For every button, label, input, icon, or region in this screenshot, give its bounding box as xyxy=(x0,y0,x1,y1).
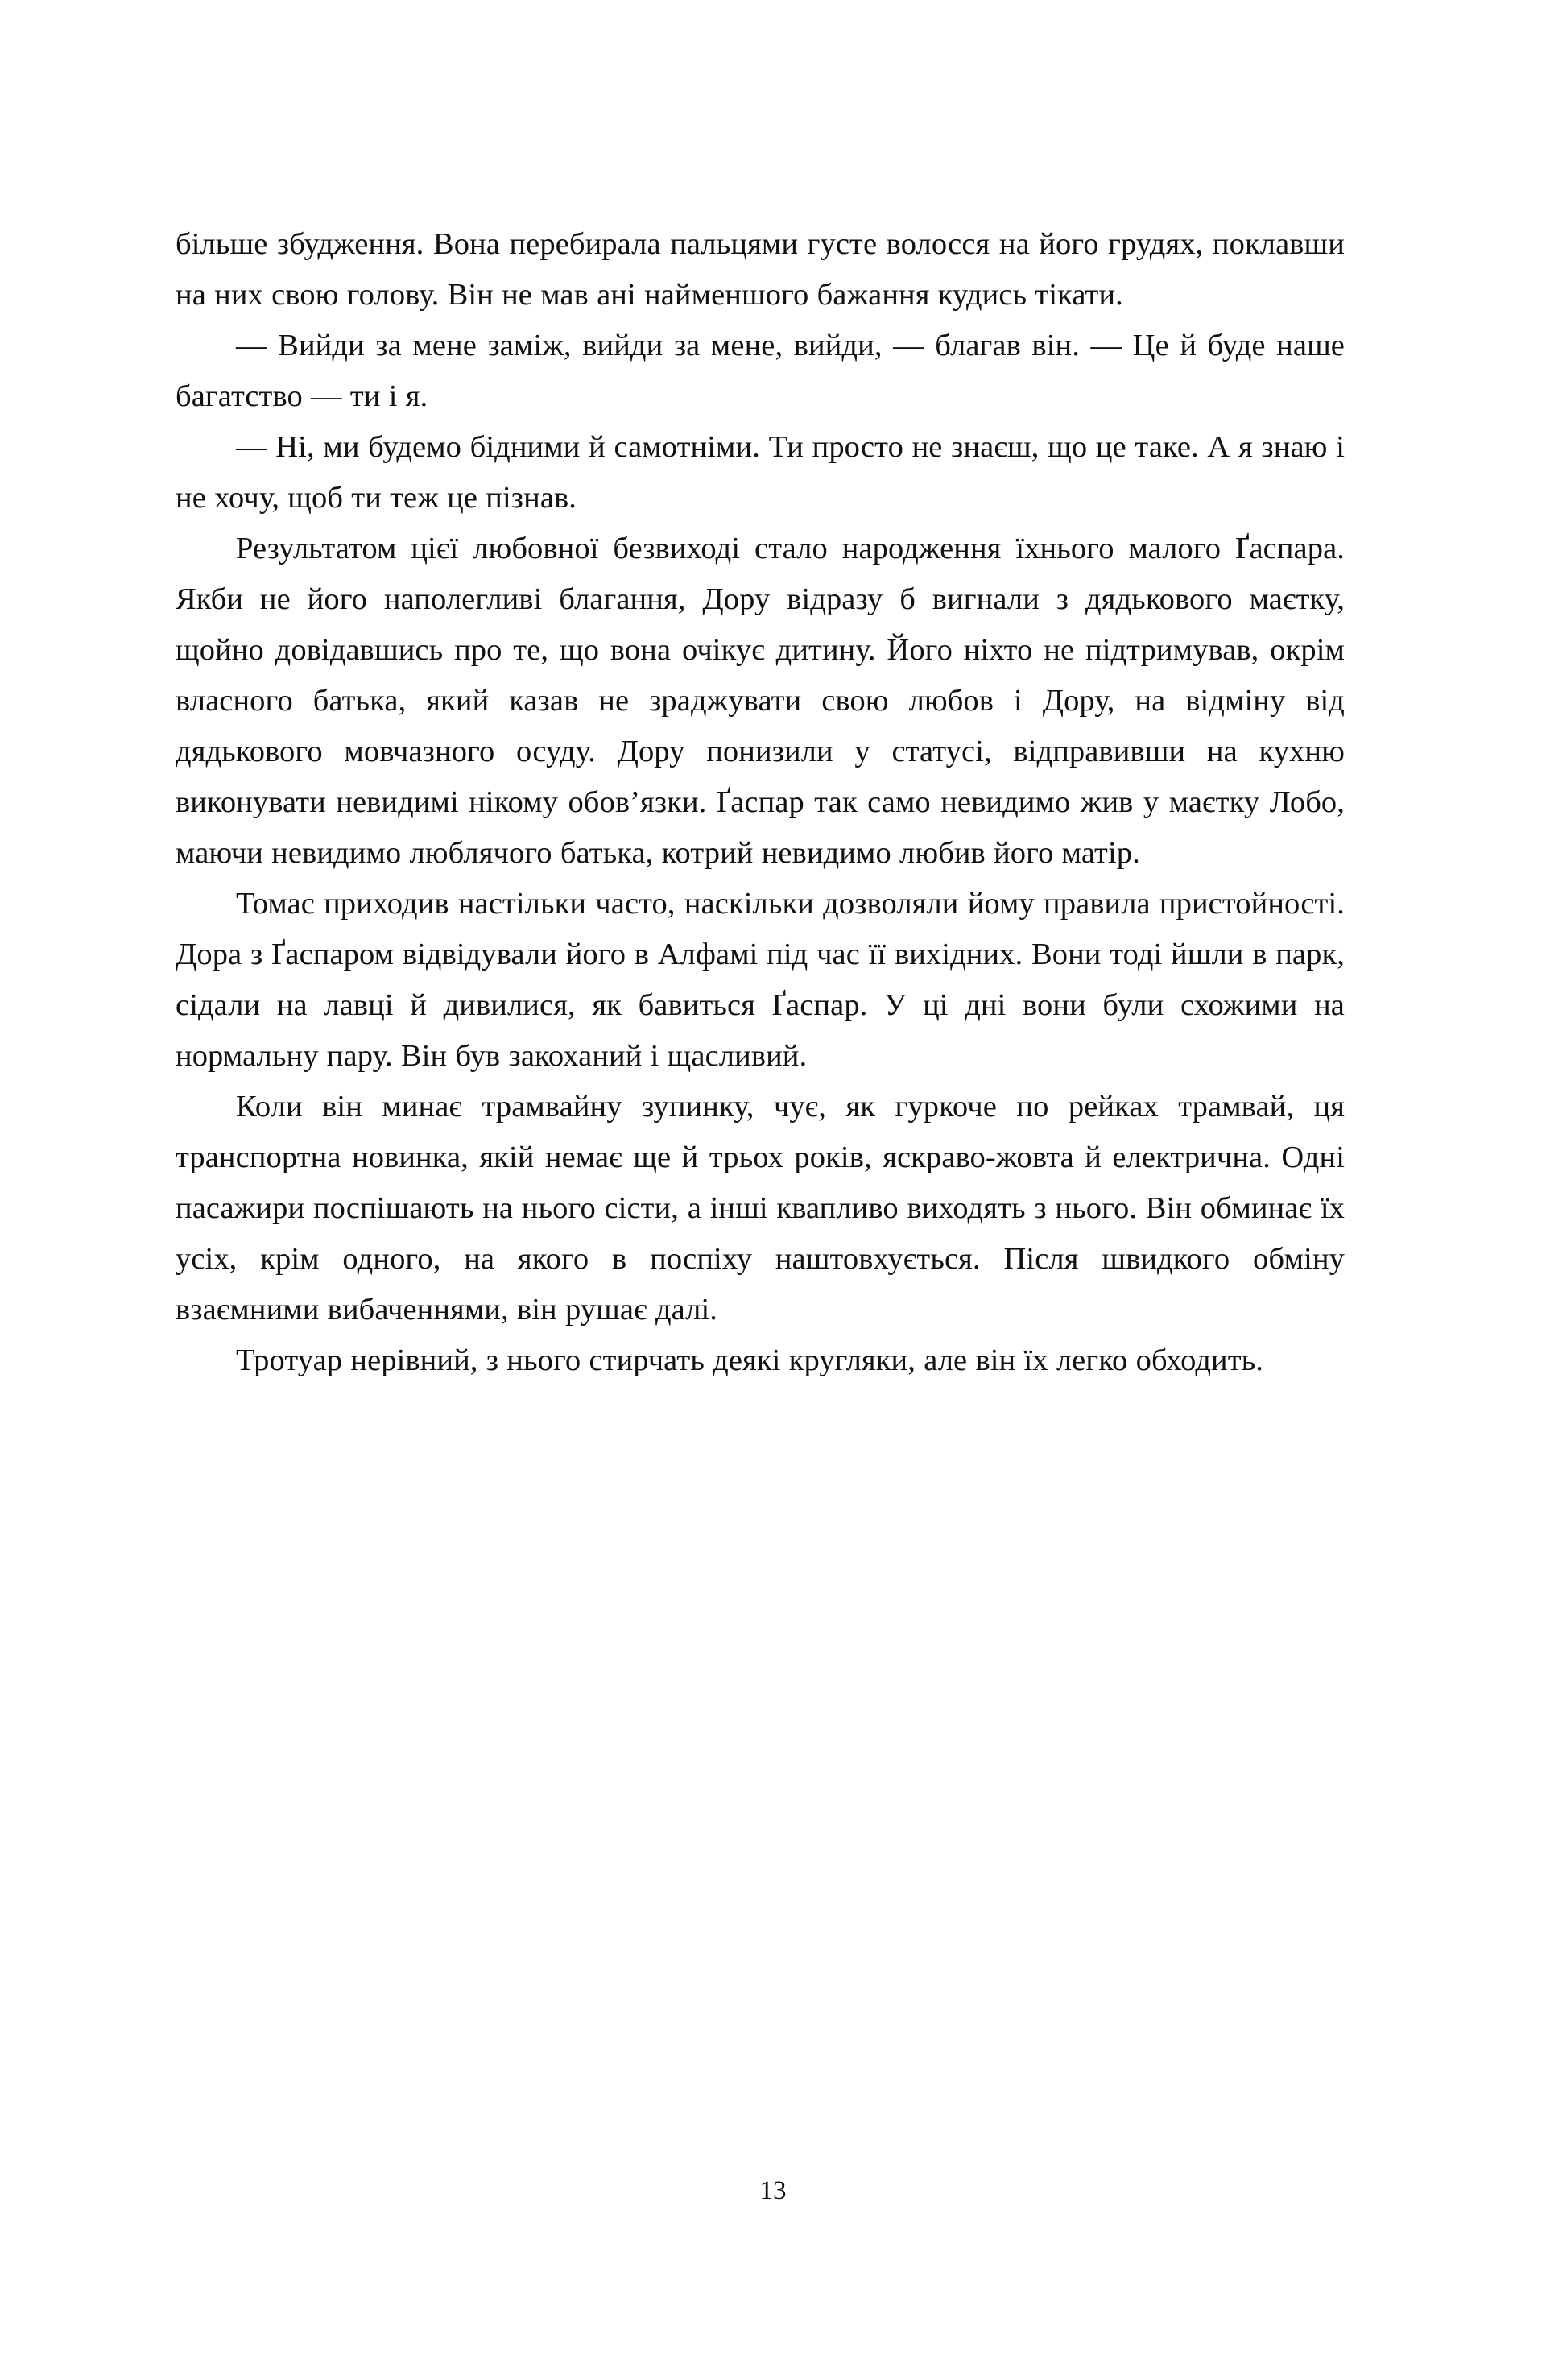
paragraph-3: — Ні, ми будемо бідними й самотніми. Ти просто не знаєш, що це таке. А я знаю і не хочу, щоб ти теж це пізнав. xyxy=(176,430,1345,515)
paragraph-1: більше збудження. Вона перебирала пальцями густе волосся на його грудях, поклавши на них свою голову. Він не мав ані найменшого бажання кудись тікати. xyxy=(176,227,1345,312)
paragraph-6: Коли він минає трамвайну зупинку, чує, як гуркоче по рейках трамвай, ця транспортна новинка, якій немає ще й трьох років, яскраво-жовта й електрична. Одні пасажири поспішають на нього сісти, а інші квапливо виходять з нього. Він обминає їх усіх, крім одного, на якого в поспіху наштовхується. Після швидкого обміну взаємними вибаченнями, він рушає далі. xyxy=(176,1090,1345,1327)
page-number: 13 xyxy=(759,2176,787,2205)
paragraph-5: Томас приходив настільки часто, наскільки дозволяли йому правила пристойності. Дора з Ґаспаром відвідували його в Алфамі під час її вихідних. Вони тоді йшли в парк, сідали на лавці й дивилися, як бавиться Ґаспар. У ці дні вони були схожими на нормальну пару. Він був закоханий і щасливий. xyxy=(176,887,1345,1073)
paragraph-4: Результатом цієї любовної безвиході стало народження їхнього малого Ґаспара. Якби не його наполегливі благання, Дору відразу б вигнали з дядькового маєтку, щойно довідавшись про те, що вона очікує дитину. Його ніхто не підтримував, окрім власного батька, який казав не зраджувати свою любов і Дору, на відміну від дядькового мовчазного осуду. Дору понизили у статусі, відправивши на кухню виконувати невидимі нікому обов’язки. Ґаспар так само невидимо жив у маєтку Лобо, маючи невидимо люблячого батька, котрий невидимо любив його матір. xyxy=(176,532,1345,870)
paragraph-2: — Вийди за мене заміж, вийди за мене, вийди, — благав він. — Це й буде наше багатство — ти і я. xyxy=(176,329,1345,413)
paragraph-7: Тротуар нерівний, з нього стирчать деякі кругляки, але він їх легко обходить. xyxy=(236,1343,1264,1377)
page-text-block xyxy=(176,219,1345,1386)
